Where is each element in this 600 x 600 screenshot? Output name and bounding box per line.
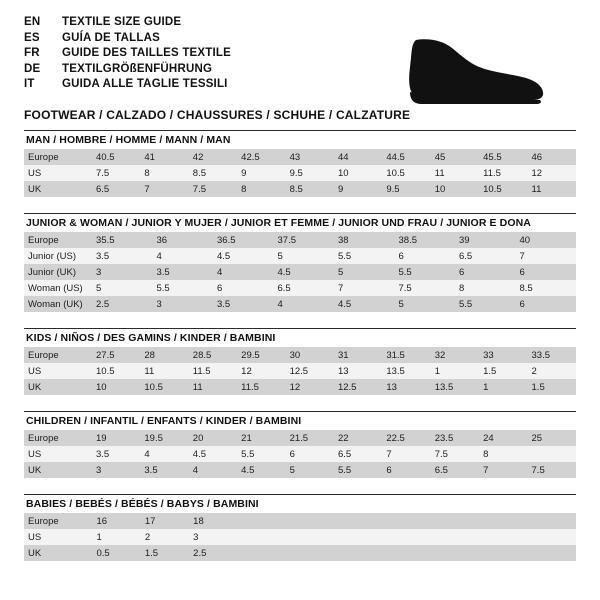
size-cell: 13.5 (382, 363, 430, 379)
size-cell: 7 (479, 462, 527, 478)
size-cell (528, 446, 576, 462)
size-group-title: BABIES / BEBÉS / BÉBÉS / BABYS / BAMBINI (26, 498, 259, 510)
size-group-title: CHILDREN / INFANTIL / ENFANTS / KINDER / BAMBINI (26, 415, 302, 427)
size-group (24, 494, 576, 561)
row-label: Woman (UK) (24, 296, 92, 312)
size-cell: 8.5 (516, 280, 577, 296)
language-row (24, 47, 231, 63)
size-cell: 9.5 (286, 165, 334, 181)
size-cell: 36 (153, 232, 214, 248)
size-cell: 4 (189, 462, 237, 478)
size-cell (431, 529, 479, 545)
size-cell: 4.5 (274, 264, 335, 280)
size-cell (383, 545, 431, 561)
size-cell: 17 (141, 513, 189, 529)
size-cell: 0.5 (92, 545, 140, 561)
row-label: Europe (24, 149, 92, 165)
size-cell: 6 (213, 280, 274, 296)
size-tables (24, 130, 576, 561)
size-cell: 7.5 (395, 280, 456, 296)
size-cell: 22 (334, 430, 382, 446)
size-cell: 19.5 (140, 430, 188, 446)
size-cell: 21.5 (286, 430, 334, 446)
language-row (24, 78, 231, 94)
language-row (24, 63, 231, 79)
size-cell: 6.5 (455, 248, 516, 264)
size-cell: 10.5 (382, 165, 430, 181)
size-cell: 19 (92, 430, 140, 446)
size-cell: 4 (274, 296, 335, 312)
size-cell: 3 (92, 264, 153, 280)
size-cell: 3.5 (153, 264, 214, 280)
row-label: US (24, 363, 92, 379)
size-cell: 3 (153, 296, 214, 312)
size-cell (479, 513, 527, 529)
size-cell: 5 (274, 248, 335, 264)
size-cell: 10.5 (92, 363, 140, 379)
size-cell: 7 (382, 446, 430, 462)
table-row (24, 232, 576, 248)
table-row (24, 165, 576, 181)
size-cell: 9 (237, 165, 285, 181)
size-cell: 11 (528, 181, 576, 197)
size-cell: 3 (92, 462, 140, 478)
size-cell: 38.5 (395, 232, 456, 248)
divider (24, 494, 576, 495)
divider (24, 130, 576, 131)
size-cell: 28 (140, 347, 188, 363)
size-cell: 12.5 (334, 379, 382, 395)
size-cell: 7 (140, 181, 188, 197)
size-cell: 5.5 (334, 248, 395, 264)
size-cell: 46 (528, 149, 576, 165)
language-row (24, 16, 231, 32)
size-cell (238, 545, 286, 561)
size-cell: 36.5 (213, 232, 274, 248)
language-code: ES (24, 31, 40, 44)
size-cell: 8 (140, 165, 188, 181)
language-code: EN (24, 16, 41, 28)
size-cell: 5.5 (455, 296, 516, 312)
language-code: IT (24, 78, 35, 90)
size-cell: 13 (382, 379, 430, 395)
page-header (24, 16, 576, 122)
size-cell (286, 545, 334, 561)
size-cell (431, 513, 479, 529)
size-cell: 5.5 (153, 280, 214, 296)
size-cell: 2.5 (189, 545, 237, 561)
size-cell: 10 (431, 181, 479, 197)
size-cell: 4 (213, 264, 274, 280)
size-cell: 45 (431, 149, 479, 165)
size-cell: 1.5 (479, 363, 527, 379)
size-cell: 8 (479, 446, 527, 462)
language-title-list (24, 16, 231, 94)
language-title: TEXTILGRÖßENFÜHRUNG (62, 62, 213, 75)
size-cell: 4.5 (334, 296, 395, 312)
size-cell: 32 (431, 347, 479, 363)
size-cell: 38 (334, 232, 395, 248)
size-cell (528, 529, 576, 545)
language-title: GUIDE DES TAILLES TEXTILE (62, 47, 231, 59)
size-cell: 10.5 (479, 181, 527, 197)
size-cell: 11.5 (189, 363, 237, 379)
size-cell: 11 (189, 379, 237, 395)
size-cell: 1 (479, 379, 527, 395)
size-cell: 6 (382, 462, 430, 478)
row-label: Europe (24, 430, 92, 446)
size-cell: 2.5 (92, 296, 153, 312)
size-group (24, 411, 576, 478)
size-group (24, 213, 576, 312)
size-cell (334, 513, 382, 529)
size-cell (528, 513, 576, 529)
size-cell: 4 (153, 248, 214, 264)
size-cell: 7 (516, 248, 577, 264)
size-cell: 31 (334, 347, 382, 363)
size-cell: 31.5 (382, 347, 430, 363)
size-cell: 11 (431, 165, 479, 181)
size-table (24, 513, 576, 561)
size-group-title: JUNIOR & WOMAN / JUNIOR Y MUJER / JUNIOR ET FEMME / JUNIOR UND FRAU / JUNIOR E DONA (26, 217, 531, 229)
size-cell: 10.5 (140, 379, 188, 395)
size-cell: 3 (189, 529, 237, 545)
size-cell: 33 (479, 347, 527, 363)
size-cell: 7.5 (189, 181, 237, 197)
row-label: Europe (24, 232, 92, 248)
size-cell (479, 529, 527, 545)
size-cell: 6 (516, 264, 577, 280)
size-cell: 5.5 (395, 264, 456, 280)
size-cell: 16 (92, 513, 140, 529)
size-cell: 1.5 (528, 379, 576, 395)
size-cell: 5 (395, 296, 456, 312)
size-cell: 12 (528, 165, 576, 181)
size-cell (334, 529, 382, 545)
row-label: UK (24, 462, 92, 478)
size-cell: 35.5 (92, 232, 153, 248)
size-cell (383, 513, 431, 529)
size-cell: 44 (334, 149, 382, 165)
size-cell (479, 545, 527, 561)
size-cell: 12 (286, 379, 334, 395)
table-row (24, 296, 576, 312)
size-cell: 29.5 (237, 347, 285, 363)
size-group-title: MAN / HOMBRE / HOMME / MANN / MAN (26, 134, 231, 146)
size-cell: 12.5 (286, 363, 334, 379)
size-cell: 3.5 (213, 296, 274, 312)
dress-shoe-icon (370, 34, 550, 106)
size-cell: 2 (528, 363, 576, 379)
row-label: Junior (UK) (24, 264, 92, 280)
size-table (24, 232, 576, 312)
size-cell: 5 (92, 280, 153, 296)
size-cell: 40.5 (92, 149, 140, 165)
size-cell: 5 (286, 462, 334, 478)
size-cell: 9 (334, 181, 382, 197)
category-title: FOOTWEAR / CALZADO / CHAUSSURES / SCHUHE / CALZATURE (24, 107, 411, 122)
table-row (24, 347, 576, 363)
row-label: Europe (24, 513, 92, 529)
language-title: GUIDA ALLE TAGLIE TESSILI (62, 78, 228, 90)
table-row (24, 248, 576, 264)
table-row (24, 462, 576, 478)
size-cell: 13.5 (431, 379, 479, 395)
table-row (24, 181, 576, 197)
size-cell: 44.5 (382, 149, 430, 165)
size-cell: 33.5 (528, 347, 576, 363)
row-label: Europe (24, 347, 92, 363)
language-title: TEXTILE SIZE GUIDE (62, 16, 182, 28)
size-cell: 6 (516, 296, 577, 312)
size-cell: 7.5 (528, 462, 576, 478)
size-cell: 22.5 (382, 430, 430, 446)
size-cell: 41 (140, 149, 188, 165)
size-cell: 3.5 (140, 462, 188, 478)
size-table (24, 347, 576, 395)
size-cell: 6.5 (274, 280, 335, 296)
size-cell (286, 513, 334, 529)
row-label: US (24, 165, 92, 181)
size-table (24, 149, 576, 197)
size-cell: 27.5 (92, 347, 140, 363)
size-cell (238, 529, 286, 545)
size-cell: 4 (140, 446, 188, 462)
row-label: Woman (US) (24, 280, 92, 296)
table-row (24, 379, 576, 395)
size-group-title: KIDS / NIÑOS / DES GAMINS / KINDER / BAMBINI (26, 332, 276, 344)
table-row (24, 545, 576, 561)
size-cell: 39 (455, 232, 516, 248)
size-cell: 10 (334, 165, 382, 181)
table-row (24, 264, 576, 280)
size-cell: 20 (189, 430, 237, 446)
size-cell: 6.5 (92, 181, 140, 197)
size-cell: 4.5 (237, 462, 285, 478)
size-cell (431, 545, 479, 561)
language-code: FR (24, 47, 40, 59)
size-cell: 6 (455, 264, 516, 280)
size-cell: 6 (395, 248, 456, 264)
size-cell: 5.5 (334, 462, 382, 478)
size-cell: 24 (479, 430, 527, 446)
size-cell: 21 (237, 430, 285, 446)
size-cell: 25 (528, 430, 576, 446)
size-cell: 7 (334, 280, 395, 296)
size-cell: 13 (334, 363, 382, 379)
size-cell: 5.5 (237, 446, 285, 462)
size-cell: 10 (92, 379, 140, 395)
size-cell (383, 529, 431, 545)
table-row (24, 280, 576, 296)
size-cell: 8 (455, 280, 516, 296)
table-row (24, 149, 576, 165)
table-row (24, 513, 576, 529)
size-cell: 4.5 (189, 446, 237, 462)
size-cell: 23.5 (431, 430, 479, 446)
row-label: UK (24, 379, 92, 395)
size-cell (286, 529, 334, 545)
size-cell: 3.5 (92, 248, 153, 264)
size-cell (528, 545, 576, 561)
size-cell: 28.5 (189, 347, 237, 363)
divider (24, 213, 576, 214)
row-label: UK (24, 181, 92, 197)
size-cell: 6.5 (334, 446, 382, 462)
size-cell: 8 (237, 181, 285, 197)
size-cell: 43 (286, 149, 334, 165)
table-row (24, 363, 576, 379)
size-cell: 18 (189, 513, 237, 529)
table-row (24, 529, 576, 545)
size-cell: 40 (516, 232, 577, 248)
divider (24, 328, 576, 329)
size-cell (334, 545, 382, 561)
size-cell: 7.5 (431, 446, 479, 462)
language-title: GUÍA DE TALLAS (62, 31, 160, 44)
size-cell: 1.5 (141, 545, 189, 561)
size-cell: 11.5 (237, 379, 285, 395)
size-table (24, 430, 576, 478)
size-cell (238, 513, 286, 529)
size-cell: 5 (334, 264, 395, 280)
row-label: UK (24, 545, 92, 561)
row-label: US (24, 529, 92, 545)
size-cell: 1 (431, 363, 479, 379)
row-label: Junior (US) (24, 248, 92, 264)
language-row (24, 32, 231, 48)
size-group (24, 328, 576, 395)
size-cell: 45.5 (479, 149, 527, 165)
table-row (24, 430, 576, 446)
size-cell: 12 (237, 363, 285, 379)
size-cell: 37.5 (274, 232, 335, 248)
size-cell: 3.5 (92, 446, 140, 462)
divider (24, 411, 576, 412)
row-label: US (24, 446, 92, 462)
size-cell: 6.5 (431, 462, 479, 478)
size-cell: 11.5 (479, 165, 527, 181)
size-cell: 30 (286, 347, 334, 363)
table-row (24, 446, 576, 462)
size-cell: 8.5 (189, 165, 237, 181)
language-code: DE (24, 62, 41, 75)
size-cell: 42.5 (237, 149, 285, 165)
size-group (24, 130, 576, 197)
size-cell: 2 (141, 529, 189, 545)
size-cell: 4.5 (213, 248, 274, 264)
size-cell: 7.5 (92, 165, 140, 181)
size-cell: 1 (92, 529, 140, 545)
size-cell: 8.5 (286, 181, 334, 197)
size-cell: 42 (189, 149, 237, 165)
size-cell: 6 (286, 446, 334, 462)
size-cell: 9.5 (382, 181, 430, 197)
size-cell: 11 (140, 363, 188, 379)
